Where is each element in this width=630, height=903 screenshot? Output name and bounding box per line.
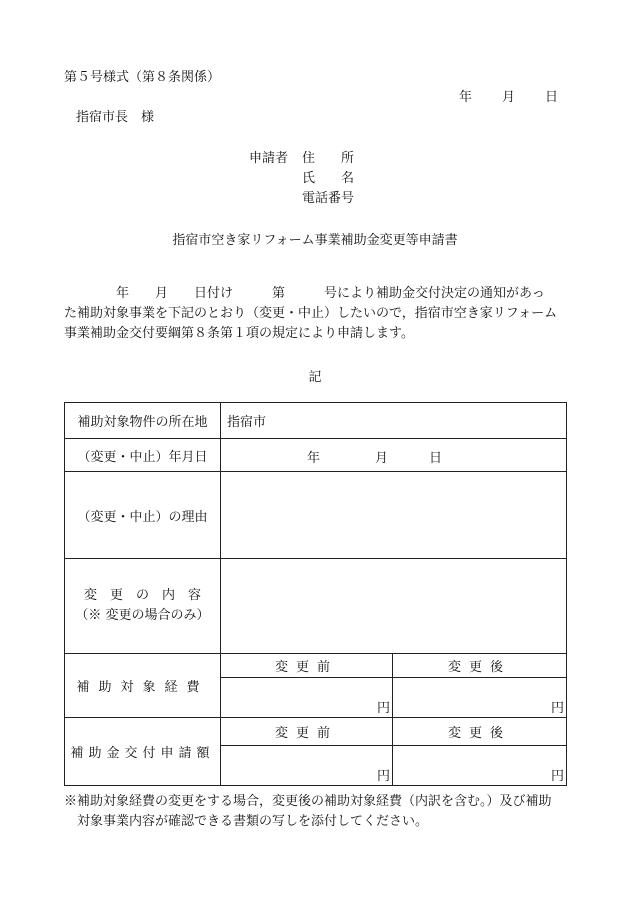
amount-before-header: 変更前 — [221, 718, 393, 746]
applicant-name-label: 氏 名 — [302, 171, 355, 186]
body-line-2: た補助対象事業を下記のとおり（変更・中止）したいので，指宿市空き家リフォーム — [64, 306, 558, 321]
content-value[interactable] — [221, 559, 567, 654]
change-date-day: 日 — [429, 451, 443, 466]
amount-label: 補助金交付申請額 — [65, 718, 221, 786]
location-label: 補助対象物件の所在地 — [65, 403, 221, 439]
location-value[interactable]: 指宿市 — [221, 403, 567, 439]
body-line-3: 事業補助金交付要綱第８条第１項の規定により申請します。 — [64, 326, 414, 341]
body-paragraph — [64, 284, 569, 344]
date-day: 日 — [545, 90, 559, 105]
body-line-1: 年 月 日付け 第 号により補助金交付決定の通知があっ — [116, 286, 545, 301]
content-label-line-2: （※ 変更の場合のみ） — [75, 608, 210, 623]
applicant-phone-label: 電話番号 — [302, 191, 355, 206]
footnote-line-1: ※補助対象経費の変更をする場合，変更後の補助対象経費（内訳を含む。）及び補助 — [64, 794, 552, 809]
application-table — [64, 402, 567, 786]
application-date — [459, 86, 558, 105]
change-date-year: 年 — [307, 451, 321, 466]
amount-after-header: 変更後 — [393, 718, 567, 746]
applicant-address-label: 住 所 — [302, 151, 355, 166]
cost-label: 補助対象経費 — [65, 654, 221, 718]
row-location — [65, 403, 567, 439]
content-label-line-1: 変 更 の 内 容 — [83, 588, 201, 603]
row-date — [65, 439, 567, 472]
footnote-line-2: 対象事業内容が確認できる書類の写しを添付してください。 — [77, 814, 429, 829]
content-label — [65, 559, 221, 654]
cost-after-value[interactable]: 円 — [393, 678, 567, 718]
row-reason — [65, 472, 567, 559]
applicant-label: 申請者 — [249, 151, 289, 166]
change-date-label: （変更・中止）年月日 — [65, 439, 221, 472]
row-amount-header — [65, 718, 567, 746]
amount-before-value[interactable]: 円 — [221, 746, 393, 786]
reason-value[interactable] — [221, 472, 567, 559]
ki-heading: 記 — [308, 370, 322, 385]
cost-before-value[interactable]: 円 — [221, 678, 393, 718]
change-date-month: 月 — [375, 451, 389, 466]
footnote — [64, 792, 574, 832]
change-date-value[interactable] — [221, 439, 567, 472]
document-title: 指宿市空き家リフォーム事業補助金変更等申請書 — [172, 233, 458, 248]
amount-after-value[interactable]: 円 — [393, 746, 567, 786]
row-content — [65, 559, 567, 654]
cost-before-header: 変更前 — [221, 654, 393, 678]
addressee: 指宿市長 様 — [76, 110, 155, 125]
reason-label: （変更・中止）の理由 — [65, 472, 221, 559]
date-year: 年 — [459, 90, 473, 105]
row-cost-header — [65, 654, 567, 678]
date-month: 月 — [502, 90, 516, 105]
cost-after-header: 変更後 — [393, 654, 567, 678]
form-number: 第５号様式（第８条関係） — [64, 70, 221, 85]
